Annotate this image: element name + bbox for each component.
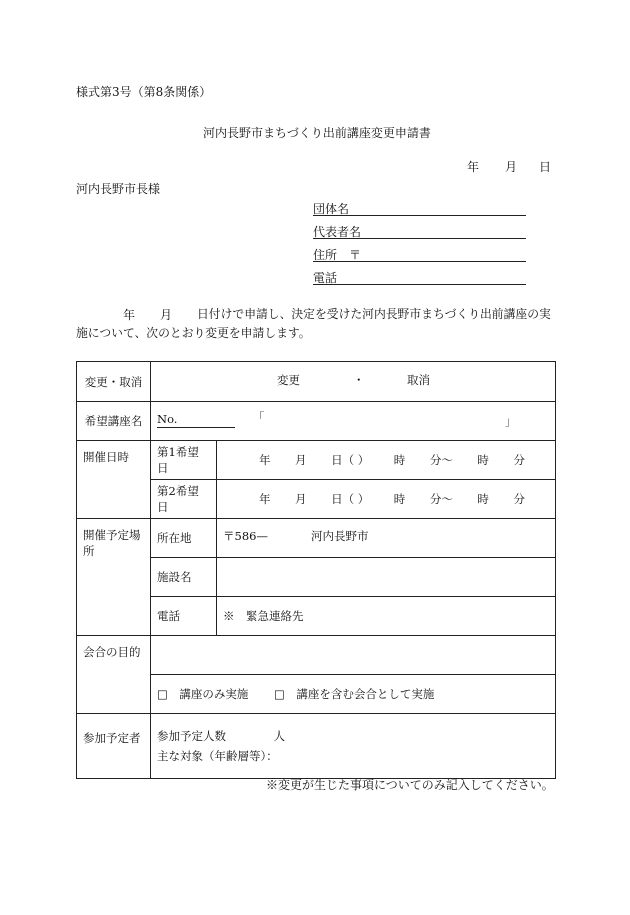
option-change[interactable]: 変更 bbox=[277, 372, 300, 387]
course-label: 希望講座名 bbox=[77, 402, 151, 441]
purpose-option-with-meeting[interactable]: □ 講座を含む会合として実施 bbox=[274, 687, 435, 701]
place-label: 開催予定場所 bbox=[77, 519, 151, 636]
form-number: 様式第3号（第8条関係） bbox=[76, 85, 212, 99]
second-choice-datetime[interactable] bbox=[217, 480, 556, 519]
purpose-option-course-only[interactable]: □ 講座のみ実施 bbox=[157, 687, 249, 701]
date-year-label: 年 bbox=[467, 160, 480, 174]
application-form-table bbox=[76, 361, 556, 779]
address-line[interactable] bbox=[313, 261, 526, 262]
document-title: 河内長野市まちづくり出前講座変更申請書 bbox=[203, 126, 431, 140]
row-purpose-top bbox=[77, 636, 556, 675]
purpose-input[interactable] bbox=[151, 636, 556, 675]
row-place-location bbox=[77, 519, 556, 558]
facility-label: 施設名 bbox=[151, 558, 217, 597]
row-change-cancel bbox=[77, 362, 556, 402]
dt-year: 年 bbox=[259, 453, 271, 467]
intro-line2: 施について、次のとおり変更を申請します。 bbox=[76, 326, 311, 340]
location-postal: 〒586— bbox=[223, 529, 268, 543]
participant-count-unit: 人 bbox=[273, 728, 286, 743]
date-label: 開催日時 bbox=[77, 441, 151, 519]
emergency-contact-input[interactable]: ※ 緊急連絡先 bbox=[217, 597, 556, 636]
dt-hour-end: 時 bbox=[477, 453, 489, 467]
group-name-label: 団体名 bbox=[313, 202, 350, 216]
dt-year: 年 bbox=[259, 492, 271, 506]
dt-day-weekday: 日（ ） bbox=[331, 453, 370, 467]
phone-label: 電話 bbox=[313, 271, 338, 285]
facility-input[interactable] bbox=[217, 558, 556, 597]
course-no-label: No. bbox=[157, 412, 178, 426]
address-label: 住所 bbox=[313, 248, 338, 262]
phone-line[interactable] bbox=[313, 284, 526, 285]
date-month-label: 月 bbox=[505, 160, 518, 174]
course-close-bracket: 」 bbox=[505, 414, 517, 428]
date-day-label: 日 bbox=[539, 160, 552, 174]
address-postal-mark: 〒 bbox=[349, 248, 362, 262]
row-date-first bbox=[77, 441, 556, 480]
location-label: 所在地 bbox=[151, 519, 217, 558]
location-input[interactable] bbox=[217, 519, 556, 558]
representative-line[interactable] bbox=[313, 238, 526, 239]
change-cancel-label: 変更・取消 bbox=[77, 362, 151, 402]
dt-hour-start: 時 bbox=[393, 453, 406, 467]
course-open-bracket: 「 bbox=[253, 410, 265, 424]
participants-input[interactable] bbox=[151, 714, 556, 779]
location-city: 河内長野市 bbox=[311, 529, 369, 543]
option-cancel[interactable]: 取消 bbox=[407, 372, 430, 387]
place-phone-label: 電話 bbox=[151, 597, 217, 636]
first-choice-label: 第1希望日 bbox=[151, 441, 217, 480]
dt-minute-end: 分 bbox=[513, 492, 525, 506]
participants-label: 参加予定者 bbox=[77, 714, 151, 779]
course-no-line[interactable] bbox=[157, 427, 235, 428]
dt-minute-end: 分 bbox=[513, 453, 525, 467]
dt-minute-start: 分～ bbox=[429, 492, 453, 506]
purpose-label: 会合の目的 bbox=[77, 636, 151, 714]
participant-count-label: 参加予定人数 bbox=[157, 728, 226, 743]
change-cancel-options bbox=[151, 362, 556, 402]
dt-month: 月 bbox=[295, 492, 307, 506]
intro-month: 月 bbox=[160, 308, 173, 322]
second-choice-label: 第2希望日 bbox=[151, 480, 217, 519]
dt-month: 月 bbox=[295, 453, 307, 467]
purpose-options bbox=[151, 675, 556, 714]
row-participants bbox=[77, 714, 556, 779]
option-separator: ・ bbox=[353, 372, 365, 387]
representative-label: 代表者名 bbox=[313, 225, 362, 239]
dt-hour-end: 時 bbox=[477, 492, 489, 506]
row-course bbox=[77, 402, 556, 441]
course-input[interactable] bbox=[151, 402, 556, 441]
dt-day-weekday: 日（ ） bbox=[331, 492, 370, 506]
addressee: 河内長野市長様 bbox=[76, 182, 161, 196]
dt-minute-start: 分～ bbox=[429, 453, 453, 467]
group-name-line[interactable] bbox=[313, 215, 526, 216]
participant-target-label: 主な対象（年齢層等）： bbox=[157, 749, 278, 763]
first-choice-datetime[interactable] bbox=[217, 441, 556, 480]
intro-line1: 日付けで申請し、決定を受けた河内長野市まちづくり出前講座の実 bbox=[197, 307, 551, 321]
footnote: ※変更が生じた事項についてのみ記入してください。 bbox=[266, 778, 554, 792]
intro-year: 年 bbox=[123, 308, 136, 322]
dt-hour-start: 時 bbox=[393, 492, 406, 506]
